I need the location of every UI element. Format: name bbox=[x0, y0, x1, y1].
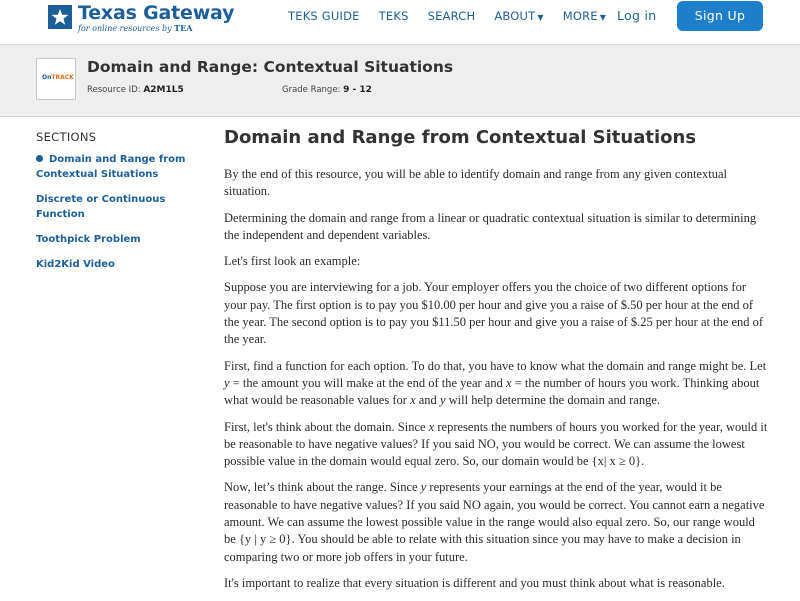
resource-id: Resource ID: A2M1L5 bbox=[87, 85, 184, 95]
nav-search[interactable]: SEARCH bbox=[427, 9, 476, 23]
signup-button[interactable]: Sign Up bbox=[677, 1, 763, 31]
brand-name: Texas Gateway bbox=[78, 2, 235, 24]
nav-more[interactable]: MORE ▼ bbox=[562, 9, 607, 23]
resource-thumbnail bbox=[36, 58, 76, 100]
paragraph-determining: Determining the domain and range from a linear or quadratic contextual situation is similar to determining the independent and dependent variables. bbox=[224, 210, 757, 242]
texas-star-icon bbox=[48, 5, 72, 29]
sections-sidebar bbox=[36, 130, 216, 282]
nav-teks-guide[interactable]: TEKS GUIDE bbox=[288, 9, 360, 23]
paragraph-domain: First, let's think about the domain. Since x represents the numbers of hours you worked for the year, would it be reasonable to have negative values? If you said NO, you would be correct. We can assume the lowest possible value in the domain would equal zero. So, our domain would be {x| x ≥ 0}. bbox=[224, 419, 768, 469]
range-set-notation: {y | y ≥ 0} bbox=[238, 532, 292, 547]
chevron-down-icon: ▼ bbox=[599, 13, 607, 22]
paragraph-range: Now, let’s think about the range. Since y represents your earnings at the end of the year, would it be reasonable to have negative values? If you said NO again, you would be correct. You cannot earn a negative amount. We can assume the lowest possible value in the range would also equal zero. So, our range would be {y | y ≥ 0}. You should be able to relate with this situation since you may have to make a decision in comparing two or more job offers in your future. bbox=[224, 480, 765, 564]
main-nav bbox=[288, 9, 625, 23]
paragraph-find-function: First, find a function for each option. To do that, you have to know what the domain and range might be. Let y = the amount you will make at the end of the year and x = the number of hours you work. Thinking about what would be reasonable values for x and y will help determine the domain and range. bbox=[224, 358, 767, 408]
section-heading: Domain and Range from Contextual Situations bbox=[224, 127, 697, 148]
paragraph-reasonable: It's important to realize that every situation is different and you must think about what is reasonable. bbox=[224, 575, 725, 590]
sidebar-item-domain-range[interactable]: Domain and Range from Contextual Situations bbox=[36, 154, 186, 180]
brand-tagline: for online resources by TEA bbox=[78, 23, 193, 33]
texas-gateway-logo[interactable] bbox=[48, 3, 234, 33]
sidebar-item-kid2kid[interactable]: Kid2Kid Video bbox=[36, 259, 115, 270]
chevron-down-icon: ▼ bbox=[537, 13, 544, 22]
page-title: Domain and Range: Contextual Situations bbox=[87, 58, 454, 76]
sections-heading: SECTIONS bbox=[36, 130, 97, 144]
resource-header bbox=[0, 44, 800, 117]
sidebar-item-discrete-continuous[interactable]: Discrete or Continuous Function bbox=[36, 194, 166, 220]
login-link[interactable]: Log in bbox=[617, 8, 657, 23]
top-navigation-bar bbox=[0, 0, 800, 44]
grade-range: Grade Range: 9 - 12 bbox=[282, 85, 372, 95]
paragraph-intro: By the end of this resource, you will be able to identify domain and range from any given contextual situation. bbox=[224, 167, 727, 199]
ontrack-logo: OnTRACK bbox=[42, 74, 74, 81]
main-content bbox=[224, 126, 768, 601]
paragraph-example-lead: Let's first look an example: bbox=[224, 254, 361, 269]
domain-set-notation: {x| x ≥ 0} bbox=[591, 454, 642, 469]
active-dot-icon bbox=[36, 155, 43, 162]
nav-teks[interactable]: TEKS bbox=[378, 9, 409, 23]
sidebar-item-toothpick[interactable]: Toothpick Problem bbox=[36, 234, 141, 245]
nav-about[interactable]: ABOUT ▼ bbox=[494, 9, 544, 23]
paragraph-job-offer: Suppose you are interviewing for a job. Your employer offers you the choice of two different options for your pay. The first option is to pay you $10.00 per hour and give you a raise of $.50 per hour at the end of the year. The second option is to pay you $11.50 per hour and give you a raise of $.25 per hour at the end of the year. bbox=[224, 280, 764, 347]
